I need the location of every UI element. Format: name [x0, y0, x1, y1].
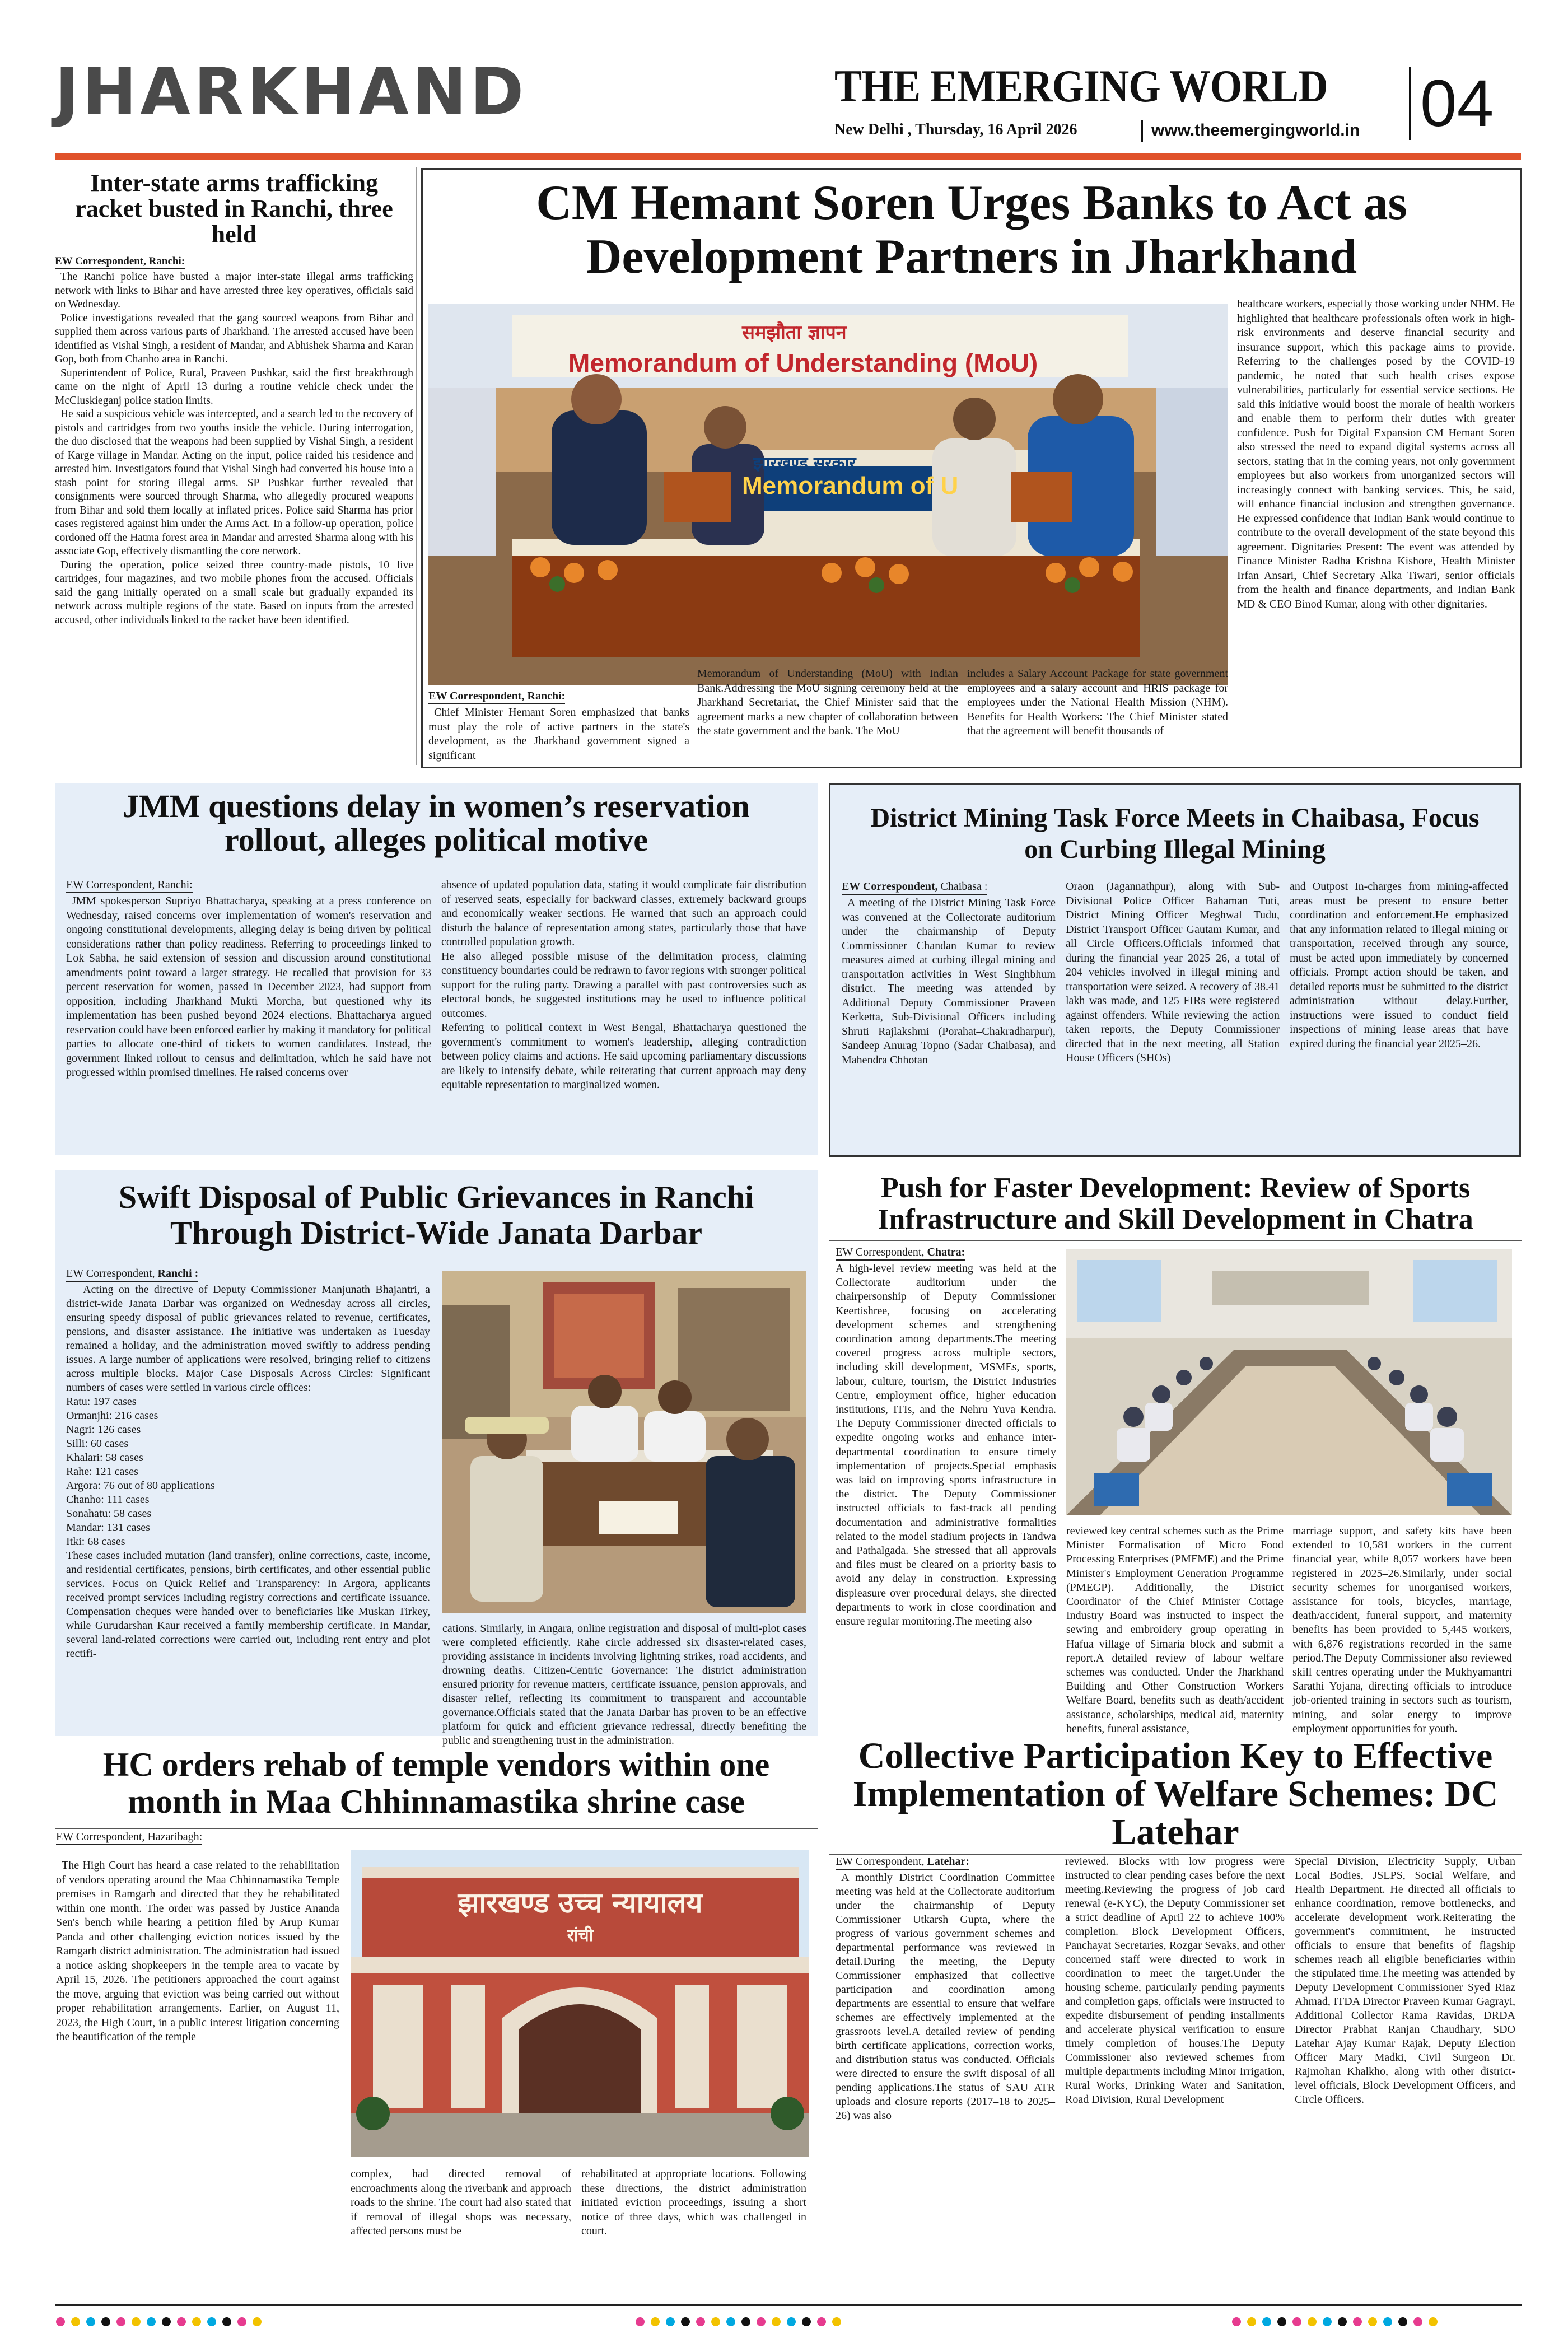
article-janata: [55, 1170, 818, 1747]
photo-banner-text: Memorandum of Understanding (MoU): [568, 348, 1038, 377]
article-column: healthcare workers, especially those working under NHM. He highlighted that healthcare professionals often work in high-risk environments and deserve financial security and insurance support, which this package aims to provide. Referring to the challenges posed by the COVID-19 pandemic, he noted that such health crises expose vulnerabilities, particularly for essential service sections. He said this initiative would boost the morale of health workers and enable them to perform their duties with greater confidence. Push for Digital Expansion CM Hemant Soren also stressed the need to expand digital systems across all sectors, stating that in the coming years, not only government employees but also workers from unorganized sectors will increasingly connect with banking services. This, he said, will enhance financial inclusion and strengthen governance. He expressed confidence that Indian Bank would continue to contribute to the overall development of the state beyond this agreement. Dignitaries Present: The event was attended by Finance Minister Radha Krishna Kishore, Health Minister Irfan Ansari, Chief Secretary Alka Tiwari, senior officials from the health and finance departments, and Indian Bank MD & CEO Binod Kumar, along with other dignitaries.: [1237, 298, 1515, 610]
article-paragraph: absence of updated population data, stating it would complicate fair distribution of reserved seats, especially for backward classes, extremely backward groups and economically weaker sections. He warned that such an approach could disturb the balance of representation among states, particularly those that have controlled population growth.: [441, 879, 806, 948]
case-item: Nagri: 126 cases: [66, 1424, 141, 1436]
byline-place: Ranchi :: [157, 1267, 199, 1280]
registration-dot: [696, 2317, 705, 2326]
byline-label: EW Correspondent,: [66, 1267, 158, 1280]
case-item: Sonahatu: 58 cases: [66, 1508, 152, 1520]
registration-dot: [253, 2317, 262, 2326]
article-column: reviewed. Blocks with low progress were instructed to clear pending cases before the next meeting.Reviewing the progress of job card renewal (e-KYC), the Deputy Commissioner set a strict deadline of April 22 to achieve 100% completion. Block Development Officers, Panchayat Secretaries, Rozgar Sevaks, and other concerned staff were directed to work in coordination to meet the target.Under the housing scheme, particularly pending payments and completion gaps, officials were instructed to expedite disbursement of pending installments and accelerate physical verification to ensure timely completion of houses.The Deputy Commissioner also reviewed schemes from multiple departments including Minor Irrigation, Rural Works, Drinking Water and Sanitation, Road Division, Rural Development: [1065, 1855, 1285, 2106]
article-column: Special Division, Electricity Supply, Urban Local Bodies, JSLPS, Social Welfare, and Health Department. He directed all officials to enhance coordination, remove bottlenecks, and accelerate development work.Reiterating the government's commitment, he instructed officials to ensure that benefits of flagship schemes reach all eligible beneficiaries within the stipulated time.The meeting was attended by Deputy Development Commissioner Syed Riaz Ahmad, ITDA Director Praveen Kumar Gagrayi, Additional Collector Rama Ravidas, DRDA Director Prabhat Ranjan Chaudhary, SDO Latehar Ajay Kumar Rajak, Deputy Election Officer Mary Madki, Civil Surgeon Dr. Rajmohan Khalkho, along with other district-level officials, Block Development Officers, and Circle Officers.: [1295, 1855, 1515, 2106]
registration-dot: [1368, 2317, 1377, 2326]
registration-dot: [802, 2317, 811, 2326]
registration-dot: [132, 2317, 141, 2326]
registration-dot: [681, 2317, 690, 2326]
chatra-photo-art: [1066, 1249, 1512, 1515]
byline-label: EW Correspondent,: [836, 1855, 927, 1868]
registration-dot: [666, 2317, 675, 2326]
article-hc: [55, 1746, 818, 2295]
byline-place: Latehar:: [927, 1855, 970, 1868]
registration-dot: [1353, 2317, 1362, 2326]
page-number: 04: [1420, 67, 1494, 141]
registration-dot: [162, 2317, 171, 2326]
article-jmm: [55, 783, 818, 1155]
registration-dot: [711, 2317, 720, 2326]
article-paragraph: Acting on the directive of Deputy Commissioner Manjunath Bhajantri, a district-wide Janata Darbar was organized on Wednesday across all circles, ensuring speedy disposal of public grievances related to revenue, certificates, pensions, and disaster assistance. The initiative was undertaken as Tuesday remained a holiday, and the administration moved swiftly to address pending issues. A large number of applications were resolved, bringing relief to citizens across multiple blocks. Major Case Disposals Across Circles: Significant numbers of cases were settled in various circle offices:: [66, 1284, 430, 1394]
dateline: New Delhi , Thursday, 16 April 2026: [834, 121, 1077, 138]
article-byline: [842, 880, 987, 895]
footer-rule: [55, 2304, 1522, 2306]
article-byline: [836, 1855, 969, 1870]
article-paragraph: Superintendent of Police, Rural, Praveen Pushkar, said the first breakthrough came on the night of April 13 during a routine vehicle check under the McCluskieganj police station limits.: [55, 367, 413, 407]
registration-dot: [1323, 2317, 1332, 2326]
page-number-divider: [1409, 67, 1411, 140]
article-headline: HC orders rehab of temple vendors within one month in Maa Chhinnamastika shrine case: [102, 1746, 770, 1820]
chatra-photo: [1066, 1249, 1512, 1515]
article-column: reviewed key central schemes such as the Prime Minister Formalisation of Micro Food Processing Enterprises (PMFME) and the Prime Minister's Employment Generation Programme (PMEGP). Additionally, the District Coordinator of the Chief Minister Cottage Industry Board was instructed to inspect the sewing and embroidery group operating in Hafua village of Simaria block and submit a report.A detailed review of labour welfare schemes was conducted. Under the Jharkhand Building and Other Construction Workers Welfare Board, benefits such as death/accident assistance, scholarships, medical aid, maternity benefits, funeral assistance,: [1066, 1525, 1284, 1735]
janata-photo-art: [442, 1271, 806, 1613]
registration-dot: [1338, 2317, 1347, 2326]
registration-dot: [832, 2317, 841, 2326]
registration-dot: [1308, 2317, 1317, 2326]
registration-dot: [71, 2317, 80, 2326]
article-headline: Collective Participation Key to Effective Implementation of Welfare Schemes: DC Latehar: [852, 1735, 1499, 1852]
article-headline: JMM questions delay in women’s reservation rollout, alleges political motive: [123, 788, 750, 858]
article-headline: Swift Disposal of Public Grievances in Ranchi Through District-Wide Janata Darbar: [118, 1179, 754, 1251]
article-paragraph: Police investigations revealed that the gang sourced weapons from Bihar and supplied them across various parts of Jharkhand. The arrested accused have been identified as Vishal Singh, a resident of Mandar, and Abhishek Sharma and Karan Gop, both from Chanho area in Ranchi.: [55, 312, 413, 365]
article-column: and Outpost In-charges from mining-affected areas must be present to ensure better coordination and enforcement.He emphasized that any information related to illegal mining or transportation, received through any source, must be acted upon immediately by concerned officials. Prompt action should be taken, and detailed reports must be submitted to the district administration without delay.Further, instructions were issued to conduct field inspections of mining lease areas that have expired during the financial year 2025–26.: [1290, 880, 1508, 1050]
registration-dot: [147, 2317, 156, 2326]
registration-dot: [1383, 2317, 1392, 2326]
case-item: Itki: 68 cases: [66, 1536, 125, 1548]
article-byline: [836, 1245, 965, 1261]
article-headline: Push for Faster Development: Review of Sports Infrastructure and Skill Development in Chatra: [878, 1172, 1473, 1235]
case-item: Silli: 60 cases: [66, 1438, 129, 1450]
registration-dot: [1232, 2317, 1241, 2326]
case-item: Chanho: 111 cases: [66, 1494, 150, 1506]
registration-dot: [56, 2317, 65, 2326]
registration-dot: [772, 2317, 781, 2326]
registration-dots-left: [56, 2317, 262, 2326]
article-column: Oraon (Jagannathpur), along with Sub-Divisional Police Officer Bahaman Tuti, District Mining Officer Meghwal Tudu, District Transport Officer Gautam Kumar, and all Circle Officers.Officials informed that during the financial year 2025–26, a total of 204 vehicles involved in illegal mining and transportation were seized. A recovery of 38.41 lakh was made, and 125 FIRs were registered against offenders. While reviewing the action taken reports, the Deputy Commissioner directed that in the next meeting, all Station House Officers (SHOs): [1066, 880, 1280, 1064]
article-paragraph: JMM spokesperson Supriyo Bhattacharya, speaking at a press conference on Wednesday, raised concerns over implementation of women's reservation and ongoing constitutional developments, alleging delay is being driven by political considerations rather than policy readiness. Referring to proceedings linked to Lok Sabha, he said extension of session and discussion around constitutional amendments point toward a larger strategy. He recalled that provision for 33 percent reservation for women, passed in December 2023, had support from opposition, including Jharkhand Mukti Morcha, but questioned why its implementation has been pushed beyond 2024 elections. Bhattacharya argued reservation could have been enforced earlier by making it mandatory for political parties to allocate one-third of tickets to women candidates. Instead, the government linked rollout to census and delimitation, which he said have not progressed within promised timelines. He raised concerns over: [66, 895, 431, 1079]
article-cm: [421, 168, 1522, 768]
article-chatra: [829, 1169, 1522, 1734]
article-column: Memorandum of Understanding (MoU) with Indian Bank.Addressing the MoU signing ceremony held at the Jharkhand Secretariat, the Chief Minister said that the agreement marks a new chapter of collaboration between the state government and the bank. The MoU: [697, 668, 958, 737]
registration-dot: [741, 2317, 750, 2326]
paper-name: THE EMERGING WORLD: [834, 60, 1328, 111]
registration-dot: [726, 2317, 735, 2326]
article-paragraph: Chief Minister Hemant Soren emphasized that banks must play the role of active partners in the state's development, as the Jharkhand government signed a significant: [428, 706, 689, 762]
registration-dot: [86, 2317, 95, 2326]
article-column: cations. Similarly, in Angara, online registration and disposal of multi-plot cases were completed efficiently. Rahe circle addressed six disaster-related cases, providing assistance in incidents involving lightning strikes, road accidents, and drowning deaths. Citizen-Centric Governance: The district administration ensured priority for revenue matters, certificate issuance, pension approvals, and disaster relief, reflecting its commitment to transparent and accountable governance.Officials stated that the Janata Darbar has proven to be an effective platform for quick and efficient grievance redressal, directly benefiting the public and strengthening trust in the administration.: [442, 1622, 806, 1747]
registration-dot: [116, 2317, 125, 2326]
article-arms: [55, 167, 413, 765]
article-paragraph: He also alleged possible misuse of the delimitation process, claiming constituency boundaries could be redrawn to favor regions with stronger political support for the ruling party. Drawing a parallel with past controversies such as electoral bonds, he suggested institutions may be used to influence political outcomes.: [441, 950, 806, 1020]
byline-label: EW Correspondent,: [842, 880, 938, 893]
article-column: includes a Salary Account Package for state government employees and a salary account and HRIS package for employees under the National Health Mission (NHM). Benefits for Health Workers: The Chief Minister stated that the agreement will benefit thousands of: [967, 668, 1228, 737]
article-paragraph: These cases included mutation (land transfer), online corrections, caste, income, and residential certificates, pensions, birth certificates, and other essential public services. Focus on Quick Relief and Transparency: In Argora, applicants received prompt services including registry corrections and certificate issuance. Compensation cheques were handed over to beneficiaries like Muskan Tirkey, while Gurudarshan Kaur received a family membership certificate. In Mandar, several land-related corrections were carried out, including rent entry and plot rectifi-: [66, 1550, 430, 1660]
court-sign: झारखण्ड उच्च न्यायालय: [458, 1887, 703, 1919]
article-headline: Inter-state arms trafficking racket busted in Ranchi, three held: [75, 169, 393, 248]
photo-banner-hindi-2: झारखण्ड सरकार: [753, 454, 856, 473]
article-column: complex, had directed removal of encroachments along the riverbank and approach roads to the shrine. The court had also stated that if removal of illegal shops was necessary, affected persons must be: [351, 2168, 571, 2237]
janata-photo: [442, 1271, 806, 1613]
section-title: JHARKHAND: [55, 54, 528, 130]
registration-dot: [101, 2317, 110, 2326]
registration-dot: [237, 2317, 246, 2326]
case-item: Argora: 76 out of 80 applications: [66, 1480, 215, 1492]
headline-rule: [55, 1828, 818, 1829]
registration-dots-right: [1232, 2317, 1438, 2326]
article-paragraph: A monthly District Coordination Committee meeting was held at the Collectorate auditorium under the chairmanship of Deputy Commissioner Utkarsh Gupta, where the progress of various government schemes and departmental performance was reviewed in detail.During the meeting, the Deputy Commissioner emphasized that collective participation and coordination among departments are essential to ensure that welfare schemes are effectively implemented at the grassroots level.A detailed review of pending birth certificate applications, correction works, and distribution status was conducted. Officials were directed to ensure the swift disposal of all pending applications.The status of SAU ATR uploads and closure reports (2017–18 to 2025–26) was also: [836, 1872, 1055, 2122]
case-item: Ormanjhi: 216 cases: [66, 1410, 158, 1422]
lead-headline: CM Hemant Soren Urges Banks to Act as Development Partners in Jharkhand: [536, 176, 1407, 284]
registration-dot: [636, 2317, 645, 2326]
article-byline: [66, 1267, 198, 1282]
registration-dot: [177, 2317, 186, 2326]
registration-dot: [817, 2317, 826, 2326]
case-item: Rahe: 121 cases: [66, 1466, 138, 1478]
headline-rule: [829, 1240, 1522, 1241]
article-paragraph: During the operation, police seized three country-made pistols, 10 live cartridges, four magazines, and two mobile phones from the accused. Officials said the gang initially operated on a small scale but gradually expanded its network across multiple regions of the state. Based on inputs from the arrested accused, other individuals linked to the racket have been identified.: [55, 559, 413, 626]
article-mining: [829, 783, 1521, 1157]
registration-dot: [222, 2317, 231, 2326]
registration-dot: [1262, 2317, 1271, 2326]
registration-dot: [207, 2317, 216, 2326]
registration-dot: [651, 2317, 660, 2326]
article-paragraph: He said a suspicious vehicle was intercepted, and a search led to the recovery of pistols and cartridges from two youths inside the vehicle. During interrogation, the duo disclosed that the weapons had been supplied by Vishal Singh, a resident of Karge village in Mandar. Acting on the input, police raided his residence and arrested him. Investigators found that Vishal Singh had converted his house into a stash point for storing illegal arms. SP Pushkar further revealed that consignments were sourced through Sharma, who allegedly procured weapons from Bihar and sold them locally at inflated prices. Police said Sharma has prior cases registered against him under the Arms Act. In a follow-up operation, police cordoned off the Hatma forest area in Mandar and arrested Sharma along with his associate Gop, effectively dismantling the core network.: [55, 408, 413, 557]
registration-dot: [1247, 2317, 1256, 2326]
registration-dot: [787, 2317, 796, 2326]
registration-dot: [1292, 2317, 1301, 2326]
registration-dot: [1413, 2317, 1422, 2326]
article-paragraph: The High Court has heard a case related to the rehabilitation of vendors operating around the Maa Chhinnamastika Temple premises in Ramgarh and directed that they be rehabilitated within one month. The order was passed by Justice Ananda Sen's bench while hearing a petition filed by Arup Kumar Panda and other challenging eviction notices issued by the Ramgarh district administration. The administration had issued a notice asking shopkeepers in the temple area to vacate by April 15, 2026. The petitioners approached the court against the move, arguing that eviction was being carried out without proper rehabilitation arrangements. Earlier, on August 11, 2023, the High Court, in a public interest litigation concerning the beautification of the temple: [56, 1859, 339, 2043]
court-sign-city: रांची: [567, 1926, 594, 1945]
article-paragraph: Referring to political context in West Bengal, Bhattacharya questioned the government's commitment to women's leadership, alleging contradiction between policy claims and actions. He said upcoming parliamentary discussions are likely to intensify debate, while reiterating that current approach may deny equitable representation to marginalized women.: [441, 1021, 806, 1091]
registration-dot: [757, 2317, 766, 2326]
registration-dots-center: [636, 2317, 841, 2326]
case-item: Ratu: 197 cases: [66, 1396, 137, 1408]
byline-place: Chaibasa :: [937, 880, 988, 893]
case-item: Khalari: 58 cases: [66, 1452, 143, 1464]
masthead-divider: [1141, 120, 1143, 142]
article-paragraph: A high-level review meeting was held at the Collectorate auditorium under the chairpersonship of Deputy Commissioner Keertishree, focusing on accelerating development schemes and strengthening coordination among departments.The meeting covered progress across multiple sectors, including skill development, MSMEs, sports, labour, culture, tourism, the District Industries Centre, employment office, higher education institutions, ITIs, and the Nehru Yuva Kendra. The Deputy Commissioner directed officials to expedite ongoing works and enhance inter-departmental coordination to ensure timely implementation of projects.Special emphasis was laid on improving sports infrastructure in the district. The Deputy Commissioner instructed officials to fast-track all pending documentation and administrative formalities related to the model stadium projects in Tandwa and Pathalgada. She stressed that all approvals and files must be cleared on a priority basis to avoid any delay in construction. Expressing displeasure over procedural delays, she directed departments to work in close coordination and ensure regular monitoring.The meeting also: [836, 1262, 1056, 1628]
article-paragraph: A meeting of the District Mining Task Force was convened at the Collectorate auditorium under the chairmanship of Deputy Commissioner Chandan Kumar to review measures aimed at curbing illegal mining and transportation activities in West Singhbhum district. The meeting was attended by Additional Deputy Commissioner Praveen Kerketta, Sub-Divisional Officers including Shruti Rajlakshmi (Porahat–Chakradharpur), Sandeep Anurag Topno (Sadar Chaibasa), and Mahendra Chhotan: [842, 897, 1056, 1066]
case-item: Mandar: 131 cases: [66, 1522, 150, 1534]
registration-dot: [1277, 2317, 1286, 2326]
article-column: marriage support, and safety kits have been extended to 10,581 workers in the current financial year, while 8,057 workers have been registered in 2025–26.Similarly, under social security schemes for unorganised workers, assistance for tools, bicycles, marriage, death/accident, funeral support, and maternity benefits has been provided to 5,445 workers, with 6,876 registrations recorded in the same period.The Deputy Commissioner also reviewed skill centres operating under the Mukhyamantri Sarathi Yojana, directing officials to introduce job-oriented training in sectors such as tourism, mining, and solar energy to improve employment opportunities for youth.: [1292, 1525, 1512, 1735]
byline-label: EW Correspondent,: [836, 1246, 927, 1258]
article-latehar: [829, 1737, 1522, 2292]
byline-place: Chatra:: [927, 1246, 965, 1258]
article-byline: EW Correspondent, Ranchi:: [66, 878, 193, 893]
mou-photo: [428, 304, 1228, 685]
article-byline: EW Correspondent, Ranchi:: [55, 254, 185, 269]
accent-rule: [55, 153, 1521, 160]
column-divider: [416, 167, 417, 765]
article-paragraph: The Ranchi police have busted a major inter-state illegal arms trafficking network with links to Bihar and have arrested three key operatives, officials said on Wednesday.: [55, 271, 413, 310]
article-headline: District Mining Task Force Meets in Chaibasa, Focus on Curbing Illegal Mining: [870, 803, 1480, 864]
photo-banner-text-2: Memorandum of U: [742, 472, 959, 500]
masthead: [0, 0, 1568, 162]
registration-dot: [192, 2317, 201, 2326]
photo-banner-hindi: समझौता ज्ञापन: [742, 321, 847, 344]
case-list: [66, 1395, 430, 1549]
article-byline: EW Correspondent, Ranchi:: [428, 689, 565, 704]
article-column: rehabilitated at appropriate locations. Following these directions, the district administration initiated eviction proceedings, issuing a short notice of three days, which was challenged in court.: [581, 2168, 806, 2237]
hc-photo: [351, 1850, 809, 2157]
website-link[interactable]: www.theemergingworld.in: [1151, 121, 1360, 139]
registration-dot: [1429, 2317, 1438, 2326]
registration-dot: [1398, 2317, 1407, 2326]
article-byline: EW Correspondent, Hazaribagh:: [56, 1830, 202, 1845]
